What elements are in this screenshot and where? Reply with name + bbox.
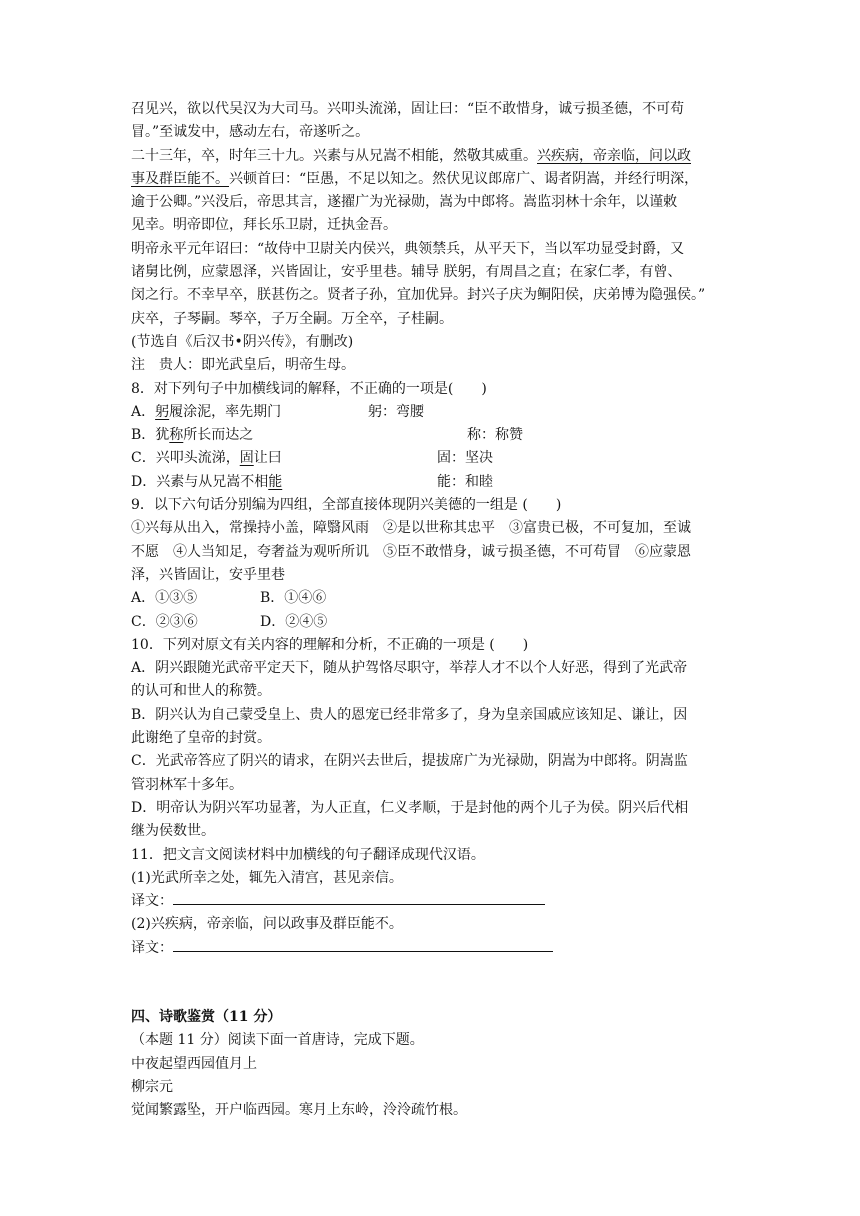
passage-line: 庆卒，子琴嗣。琴卒，子万全嗣。万全卒，子桂嗣。 [131, 310, 453, 327]
question-8-option-d [131, 471, 731, 494]
question-9-choices-row [131, 587, 731, 610]
translation-row-1 [131, 890, 731, 913]
passage-line: 诸舅比例，应蒙恩泽，兴皆固让，安乎里巷。辅导 朕躬，有周昌之直；在家仁孝，有曾、 [131, 264, 682, 281]
question-10-line: B．阴兴认为自己蒙受皇上、贵人的恩宠已经非常多了，身为皇亲国戚应该知足、谦让，因 [131, 706, 688, 723]
question-9-line: 泽，兴皆固让，安乎里巷 [131, 566, 285, 583]
question-8-option-b [131, 424, 731, 447]
passage-line [131, 168, 731, 191]
choice-label: A． [131, 590, 156, 607]
option-gloss: 能：和睦 [437, 473, 493, 490]
section-gap [131, 960, 731, 1006]
underlined-sentence: 事及群臣能不。 [131, 170, 229, 187]
poem-line: 觉闻繁露坠，开户临西园。寒月上东岭，泠泠疏竹根。 [131, 1102, 467, 1119]
option-text: 让曰 [253, 450, 282, 467]
document-content [131, 98, 731, 1122]
translation-label: 译文： [131, 939, 173, 956]
underlined-word: 称 [169, 427, 184, 444]
question-11-sentence-1: (1)光武所幸之处，辄先入清宫，甚见亲信。 [131, 869, 403, 886]
question-10-line: A．阴兴跟随光武帝平定天下，随从护驾恪尽职守，举荐人才不以个人好恶，得到了光武帝 [131, 660, 688, 677]
passage-line: 召见兴，欲以代吴汉为大司马。兴叩头流涕，固让曰：“臣不敢惜身，诚亏损圣德，不可苟 [131, 101, 685, 117]
translation-label: 译文： [131, 893, 173, 910]
question-9-stem: 9．以下六句话分别编为四组，全部直接体现阴兴美德的一组是 ( ) [131, 497, 562, 514]
footnote: 注 贵人：即光武皇后，明帝生母。 [131, 357, 355, 374]
question-10-stem: 10．下列对原文有关内容的理解和分析，不正确的一项是 ( ) [131, 636, 529, 653]
option-gloss: 称：称赞 [467, 427, 523, 444]
question-8-option-a [131, 401, 731, 424]
choice-label: B． [260, 590, 285, 607]
option-text: 兴叩头流涕， [155, 450, 240, 467]
question-11-stem: 11．把文言文阅读材料中加横线的句子翻译成现代汉语。 [131, 846, 485, 863]
option-text: 履涂泥，率先期门 [169, 403, 282, 420]
choice-label: C． [131, 613, 156, 630]
question-10-line: D．明帝认为阴兴军功显著，为人正直，仁义孝顺，于是封他的两个儿子为侯。阴兴后代相 [131, 799, 689, 816]
source-citation: (节选自《后汉书•阴兴传》，有删改) [131, 333, 354, 350]
passage-line: 见幸。明帝即位，拜长乐卫尉，迁执金吾。 [131, 217, 397, 234]
underlined-word: 能 [268, 473, 283, 490]
passage-line: 逾于公卿。”兴没后，帝思其言，遂擢广为光禄勋，嵩为中郎将。嵩监羽林十余年，以谨敕 [131, 194, 678, 211]
question-10-line: 此谢绝了皇帝的封赏。 [131, 730, 271, 747]
choice-value: ①④⑥ [284, 590, 327, 607]
option-text: 犹 [155, 427, 170, 444]
passage-text: 二十三年，卒，时年三十九。兴素与从兄嵩不相能，然敬其威重。 [131, 147, 537, 164]
option-label: B． [131, 427, 156, 444]
choice-value: ②④⑤ [285, 613, 328, 630]
passage-line: 冒。”至诚发中，感动左右，帝遂听之。 [131, 124, 370, 141]
option-text: 所长而达之 [183, 427, 254, 444]
translation-row-2 [131, 937, 731, 960]
question-9-line: 不愿 ④人当知足，夸奢益为观听所讥 ⑤臣不敢惜身，诚亏损圣德，不可苟冒 ⑥应蒙恩 [131, 543, 691, 560]
choice-value: ②③⑥ [155, 613, 198, 630]
question-10-line: 管羽林军十多年。 [131, 776, 243, 793]
underlined-word: 固 [239, 450, 254, 467]
question-10-line: 继为侯数世。 [131, 823, 215, 840]
passage-line: 闵之行。不幸早卒，朕甚伤之。贤者子孙，宜加优异。封兴子庆为鲖阳侯，庆弟博为隐强侯。” [131, 287, 706, 304]
option-label: C． [131, 450, 156, 467]
passage-line [131, 145, 731, 168]
passage-text: 兴顿首曰：“臣愚，不足以知之。然伏见议郎席广、谒者阴嵩，并经行明深， [229, 170, 699, 187]
answer-blank-1[interactable] [173, 890, 545, 905]
option-text: 兴素与从兄嵩不相 [156, 473, 269, 490]
question-9-line: ①兴每从出入，常操持小盖，障翳风雨 ②是以世称其忠平 ③富贵已极，不可复加，至诚 [131, 520, 691, 537]
choice-label: D． [260, 613, 286, 630]
underlined-word: 躬 [155, 403, 170, 420]
question-8-stem: 8．对下列句子中加横线词的解释，不正确的一项是( ) [131, 380, 487, 397]
poem-title: 中夜起望西园值月上 [131, 1055, 257, 1072]
underlined-sentence: 兴疾病，帝亲临，问以政 [537, 147, 691, 164]
section-4-title: 四、诗歌鉴赏（11 分） [131, 1008, 282, 1025]
option-label: A． [131, 403, 156, 420]
option-label: D． [131, 473, 157, 490]
question-9-choices-row [131, 611, 731, 634]
option-gloss: 躬：弯腰 [368, 403, 424, 420]
question-11-sentence-2: (2)兴疾病，帝亲临，问以政事及群臣能不。 [131, 916, 403, 933]
question-8-option-c [131, 447, 731, 470]
section-4-intro: （本题 11 分）阅读下面一首唐诗，完成下题。 [131, 1032, 424, 1049]
answer-blank-2[interactable] [173, 937, 553, 952]
passage-line: 明帝永平元年诏曰：“故侍中卫尉关内侯兴，典领禁兵，从平天下，当以军功显受封爵，又 [131, 240, 685, 257]
question-10-line: 的认可和世人的称赞。 [131, 683, 271, 700]
option-gloss: 固：坚决 [437, 450, 493, 467]
poem-author: 柳宗元 [131, 1078, 173, 1095]
choice-value: ①③⑤ [155, 590, 198, 607]
question-10-line: C．光武帝答应了阴兴的请求，在阴兴去世后，提拔席广为光禄勋，阴嵩为中郎将。阴嵩监 [131, 753, 688, 770]
